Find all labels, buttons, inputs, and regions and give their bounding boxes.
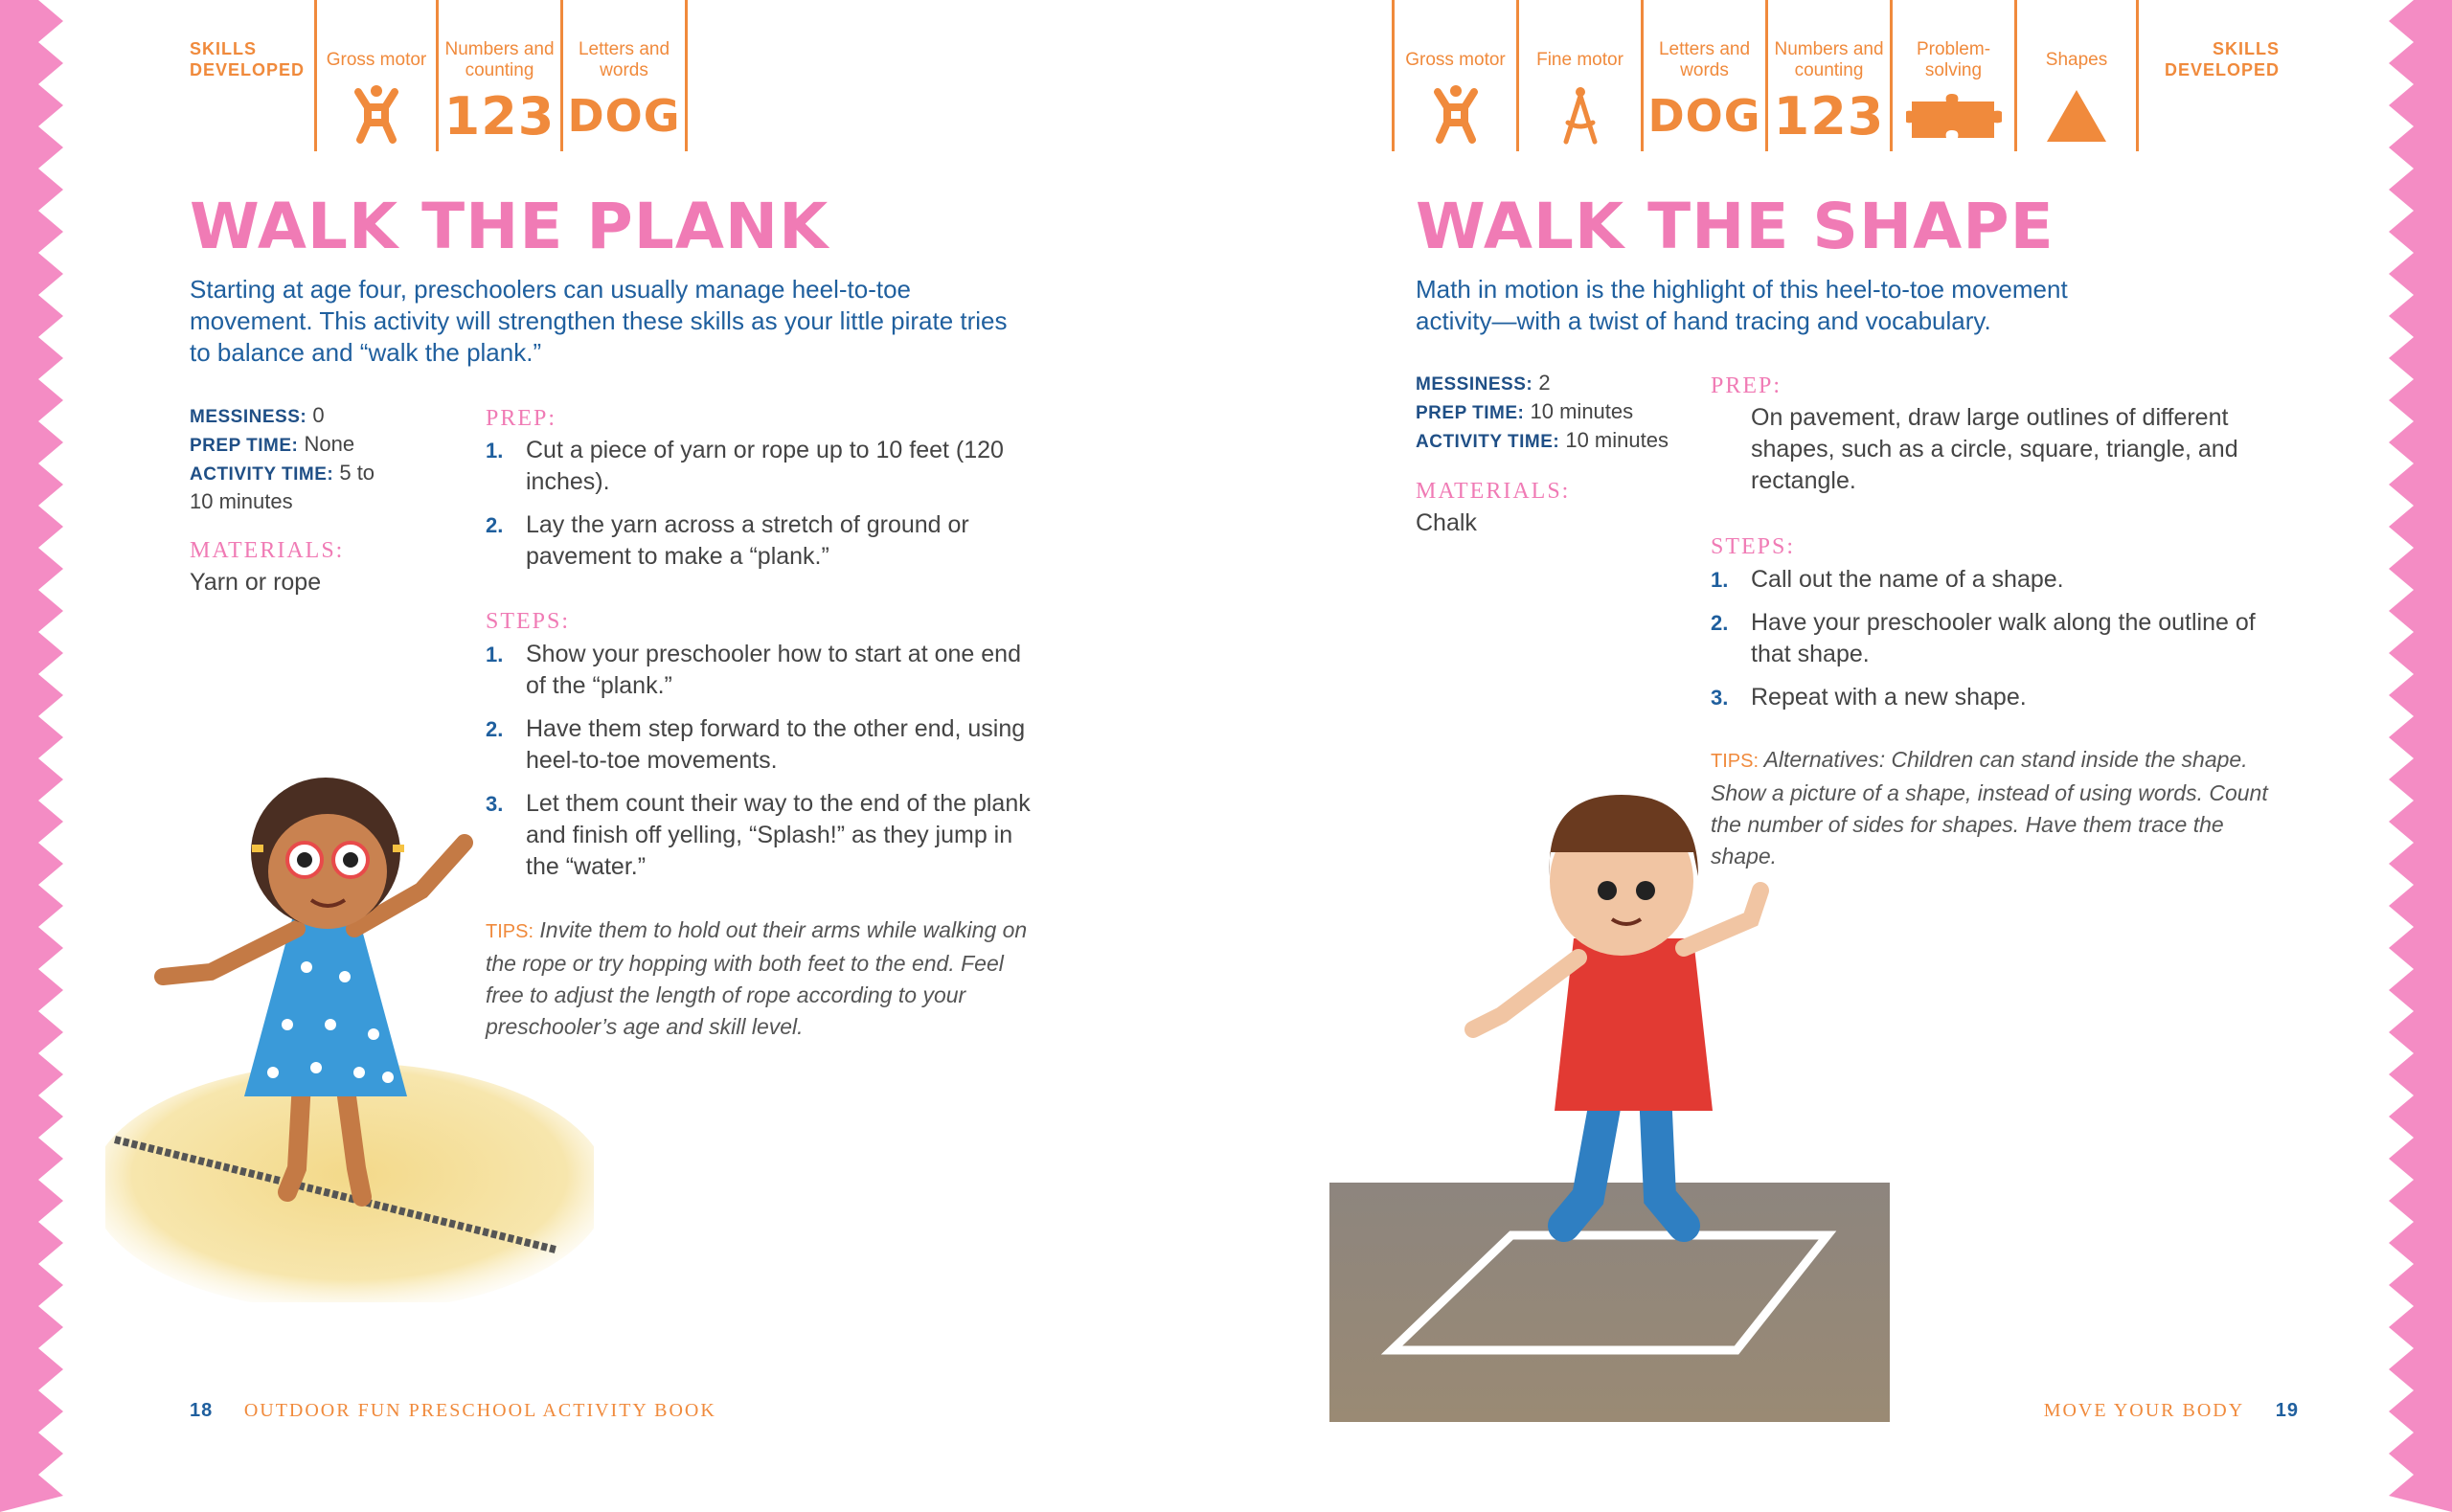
letters-dog-icon: DOG bbox=[1647, 90, 1761, 142]
list-item: 2. Have your preschooler walk along the outline of that shape. bbox=[1711, 609, 2256, 667]
skill-letters-words bbox=[1641, 0, 1765, 151]
list-item: 2. Have them step forward to the other end, using heel-to-toe movements. bbox=[486, 715, 1026, 774]
intro-text: Starting at age four, preschoolers can usually manage heel-to-toe movement. This activity will strengthen these skills as your little pirate tries to balance and “walk the plank.” bbox=[190, 275, 1008, 367]
skill-gross-motor bbox=[314, 0, 439, 151]
prep-text: On pavement, draw large outlines of different shapes, such as a circle, square, triangle, and rectangle. bbox=[1751, 404, 2238, 494]
triangle-icon bbox=[2045, 82, 2108, 149]
prep-time-label: PREP TIME: bbox=[1416, 403, 1525, 423]
messiness-label: MESSINESS: bbox=[1416, 374, 1533, 395]
skill-label: Shapes bbox=[2045, 50, 2108, 70]
prep-heading: PREP: bbox=[1711, 373, 1782, 398]
skill-label: Numbers and counting bbox=[444, 39, 555, 80]
list-item: 1. Call out the name of a shape. bbox=[1711, 566, 2064, 593]
skill-label: Fine motor bbox=[1536, 50, 1623, 70]
page-number: 19 bbox=[2275, 1400, 2299, 1421]
skills-developed-label: SKILLS DEVELOPED bbox=[190, 39, 306, 79]
skill-label: Letters and words bbox=[1658, 39, 1751, 80]
meta-info bbox=[190, 402, 381, 515]
materials-text: Chalk bbox=[1416, 509, 1477, 536]
prep-time-value: 10 minutes bbox=[1530, 399, 1634, 423]
prep-list bbox=[486, 435, 1032, 584]
activity-time-value: 10 minutes bbox=[1565, 428, 1669, 452]
skills-bar-right bbox=[1392, 0, 2139, 151]
page-title: WALK THE SHAPE bbox=[1416, 190, 2055, 263]
steps-list bbox=[1711, 564, 2276, 725]
skill-label: Gross motor bbox=[326, 50, 427, 70]
skill-label: Gross motor bbox=[1405, 50, 1506, 70]
skill-fine-motor bbox=[1516, 0, 1641, 151]
skill-letters-words bbox=[563, 0, 688, 151]
prep-time-label: PREP TIME: bbox=[190, 436, 299, 456]
compass-icon bbox=[1558, 82, 1602, 149]
skills-developed-label: SKILLS DEVELOPED bbox=[2164, 39, 2280, 79]
tips-label: TIPS: bbox=[1711, 751, 1760, 772]
page-title: WALK THE PLANK bbox=[190, 190, 829, 263]
messiness-value: 0 bbox=[312, 403, 325, 427]
meta-info bbox=[1416, 370, 1684, 456]
folio-left bbox=[190, 1400, 716, 1422]
intro-text: Math in motion is the highlight of this heel-to-toe movement activity—with a twist of hand tracing and vocabulary. bbox=[1416, 275, 2068, 335]
girl-walking-rope-illustration bbox=[105, 737, 594, 1302]
skill-label: Letters and words bbox=[578, 39, 670, 80]
skill-numbers-counting bbox=[1765, 0, 1890, 151]
tips-label: TIPS: bbox=[486, 921, 534, 942]
skill-problem-solving bbox=[1890, 0, 2014, 151]
skill-numbers-counting bbox=[439, 0, 563, 151]
activity-time-label: ACTIVITY TIME: bbox=[190, 464, 334, 485]
puzzle-piece-icon bbox=[1906, 82, 2002, 149]
materials-heading: MATERIALS: bbox=[1416, 479, 1571, 504]
gross-motor-figure-icon bbox=[354, 82, 398, 149]
activity-time-value: 5 to 10 minutes bbox=[190, 461, 375, 513]
list-item: 3. Repeat with a new shape. bbox=[1711, 684, 2027, 711]
prep-heading: PREP: bbox=[486, 406, 557, 431]
skill-label: Problem-solving bbox=[1916, 39, 1991, 80]
left-zigzag-edge bbox=[0, 0, 63, 1512]
messiness-label: MESSINESS: bbox=[190, 407, 307, 427]
activity-time-label: ACTIVITY TIME: bbox=[1416, 432, 1560, 452]
right-zigzag-edge bbox=[2389, 0, 2452, 1512]
prep-time-value: None bbox=[304, 432, 355, 456]
list-item: 1. Show your preschooler how to start at one end of the “plank.” bbox=[486, 641, 1021, 699]
page-number: 18 bbox=[190, 1400, 214, 1421]
list-item: 3. Let them count their way to the end of the plank and finish off yelling, “Splash!” as they jump in the “water.” bbox=[486, 790, 1031, 880]
folio-right bbox=[2021, 1400, 2299, 1422]
gross-motor-figure-icon bbox=[1434, 82, 1478, 149]
numbers-123-icon: 123 bbox=[1773, 85, 1885, 147]
list-item: 1. Cut a piece of yarn or rope up to 10 feet (120 inches). bbox=[486, 437, 1004, 495]
list-item: 2. Lay the yarn across a stretch of ground or pavement to make a “plank.” bbox=[486, 511, 969, 570]
running-head: MOVE YOUR BODY bbox=[2043, 1400, 2245, 1421]
tips-text: TIPS: Alternatives: Children can stand inside the shape. Show a picture of a shape, instead of using words. Count the number of sides for shapes. Have them trace the shape. bbox=[1711, 747, 2268, 869]
skills-bar-left bbox=[314, 0, 688, 151]
materials-text: Yarn or rope bbox=[190, 569, 322, 596]
steps-heading: STEPS: bbox=[1711, 534, 1796, 559]
letters-dog-icon: DOG bbox=[567, 90, 681, 142]
messiness-value: 2 bbox=[1538, 371, 1551, 395]
numbers-123-icon: 123 bbox=[443, 85, 556, 147]
skill-shapes bbox=[2014, 0, 2139, 151]
skill-gross-motor bbox=[1392, 0, 1516, 151]
skill-label: Numbers and counting bbox=[1774, 39, 1884, 80]
running-head: OUTDOOR FUN PRESCHOOL ACTIVITY BOOK bbox=[243, 1400, 716, 1421]
tips-text: TIPS: Invite them to hold out their arms while walking on the rope or try hopping with both feet to the end. Feel free to adjust the length of rope according to your preschooler’s age and skill level. bbox=[486, 917, 1028, 1039]
steps-heading: STEPS: bbox=[486, 609, 571, 634]
boy-walking-shape-illustration bbox=[1329, 776, 1895, 1427]
materials-heading: MATERIALS: bbox=[190, 538, 345, 563]
